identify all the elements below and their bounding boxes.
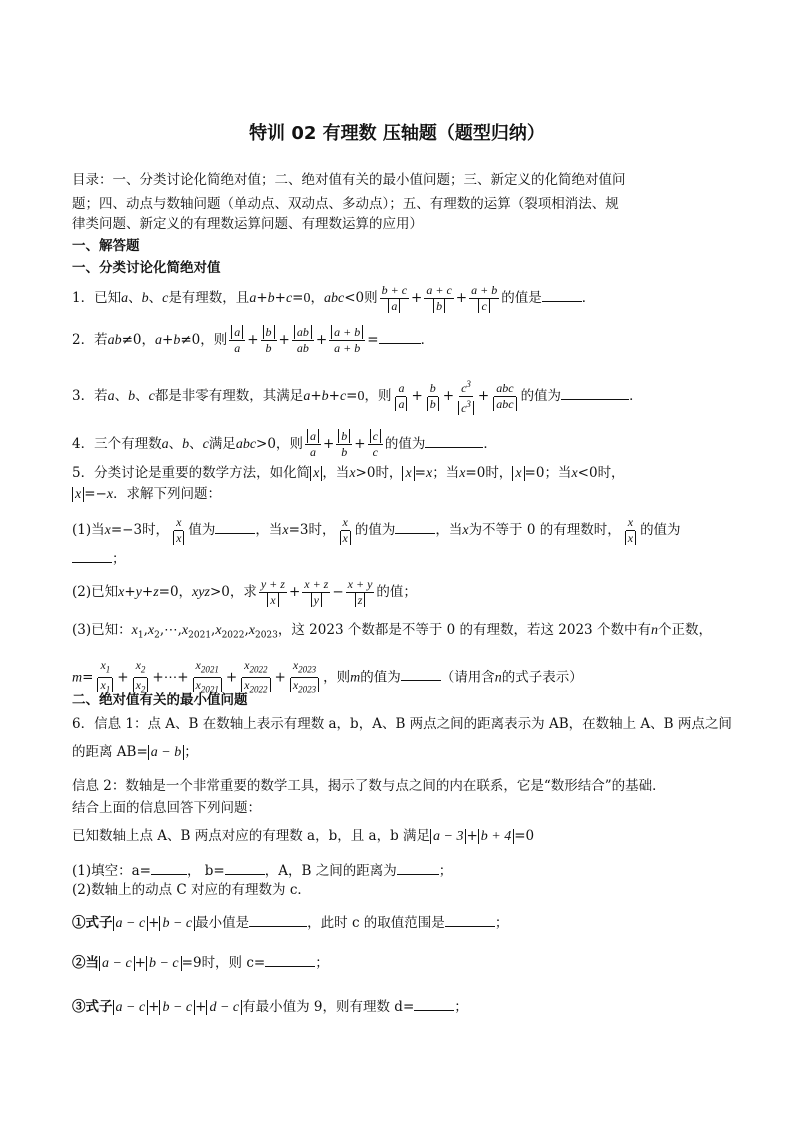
q5-p1-g: ，当	[435, 522, 463, 538]
q6-c2-a: ②当	[72, 955, 99, 971]
q5-p3-a: (3)已知：	[72, 622, 132, 638]
toc-line-2: 题；四、动点与数轴问题（单动点、双动点、多动点）；五、有理数的运算（裂项相消法、规	[72, 196, 619, 212]
q5-p3-d: ，则	[323, 669, 351, 686]
q5-p2-b: ，求	[229, 584, 257, 600]
q1-prefix: 1．已知	[72, 290, 122, 306]
question-1: 1．已知a、b、c是有理数，且a+b+c=0，abc<0则 $\frac{b + c}{a}$ + $\frac{a + c}{b}$ + $\frac{a + b}{c}$ 的值是 ．	[72, 283, 596, 313]
q6-c1-b: 最小值是	[195, 915, 250, 931]
question-5-part-1: (1)当x=−3时， $\frac{x}{x}$ 值为 ，当x=3时， $\frac{x}{x}$ 的值为 ，当x为不等于 0 的有理数时， $\frac{x}{x}$ 的值为	[72, 515, 681, 545]
q5-intro-7: 时，	[597, 465, 625, 481]
question-5-part-2: (2)已知x+y+z=0，xyz>0，求 $\frac{y + z}{x}$ + $\frac{x + z}{y}$ − $\frac{x + y}{z}$ 的值；	[72, 577, 417, 607]
question-6-info-1: 6．信息 1：点 A、B 在数轴上表示有理数 a，b，A、B 两点之间的距离表示为 AB，在数轴上 A、B 两点之间	[72, 716, 732, 732]
q5-intro-1: 5．分类讨论是重要的数学方法，如化简	[72, 465, 311, 481]
question-5-part-3-formula: m= $\frac{x_1}{x_1}$ + $\frac{x_2}{x_2}$ +⋯+ $\frac{x_{2021}}{x_{2021}}$ + $\frac{x_{2022}}{x_{2022}}$ + $\frac{x_{2023}}{x_{2023}}$ ，则m的值为 （请用含n的式子表示）	[72, 658, 583, 695]
q6-c1-a: ①式子	[72, 915, 113, 931]
q2-prefix: 2．若	[72, 332, 108, 348]
q5-p1-c: 值为	[188, 522, 216, 538]
q5-p1-e: 时，	[308, 522, 336, 538]
question-6-info-2: 信息 2：数轴是一个非常重要的数学工具，揭示了数与点之间的内在联系，它是“数形结合”的基础．	[72, 778, 666, 794]
q5-intro-5: 时，	[485, 465, 513, 481]
q3-text-2: 则	[377, 388, 392, 404]
q5-intro-6: ；当	[544, 465, 572, 481]
section-heading-1: 一、分类讨论化简绝对值	[72, 260, 221, 276]
q5-p3-g: 的式子表示）	[501, 669, 583, 686]
q2-text-1: 则	[213, 332, 228, 348]
q6-c1-c: ，此时 c 的取值范围是	[307, 915, 445, 931]
q5-p3-b: ，这 2023 个数都是不等于 0 的有理数，若这 2023 个数中有	[277, 622, 651, 638]
question-2: 2．若ab≠0，a+b≠0，则 $\frac{a}{a}$ + $\frac{b}{b}$ + $\frac{ab}{ab}$ + $\frac{a + b}{a + b}$ = ．	[72, 325, 435, 355]
toc-line-1: 目录：一、分类讨论化简绝对值；二、绝对值有关的最小值问题；三、新定义的化简绝对值问	[72, 172, 626, 188]
question-6-known: 已知数轴上点 A、B 两点对应的有理数 a，b，且 a，b 满足 a − 3 + b + 4 =0	[72, 828, 535, 844]
q6-known-text: 已知数轴上点 A、B 两点对应的有理数 a，b，且 a，b 满足	[72, 828, 431, 844]
q5-p1-f: 的值为	[354, 522, 396, 538]
question-5-intro: 5．分类讨论是重要的数学方法，如化简 x ，当x>0时， x =x；当x=0时， x =0；当x<0时，	[72, 465, 625, 481]
q1-text-1: 是有理数，且	[168, 290, 250, 306]
q6-p1-a: (1)填空：a=	[72, 863, 151, 879]
question-5-intro-2: x =−x．求解下列问题：	[72, 484, 221, 505]
question-6-combine: 结合上面的信息回答下列问题：	[72, 800, 261, 816]
q5-intro-3: 时，	[375, 465, 403, 481]
page-title: 特训 02 有理数 压轴题（题型归纳）	[249, 123, 545, 144]
q4-text-1: 满足	[208, 436, 236, 452]
q6-c3-a: ③式子	[72, 999, 113, 1015]
q5-p3-c: 个正数，	[657, 622, 712, 638]
section-heading-2: 二、绝对值有关的最小值问题	[72, 692, 248, 708]
q5-p1-i: 的值为	[640, 522, 681, 538]
q5-p3-e: 的值为	[360, 669, 401, 686]
q3-text-3: 的值为	[520, 388, 562, 404]
section-heading-main: 一、解答题	[72, 238, 140, 254]
question-6-part-1: (1)填空：a= ， b= ，A，B 之间的距离为 ；	[72, 860, 452, 881]
q1-text-2: 则	[364, 290, 378, 306]
q5-p1-d: ，当	[255, 522, 283, 538]
q6-c2-b: 时，则 c=	[201, 955, 266, 971]
q6-p1-c: ，A，B 之间的距离为	[264, 863, 397, 879]
q5-p1-h: 为不等于 0 的有理数时，	[468, 522, 621, 538]
q5-intro-end: ．求解下列问题：	[113, 486, 222, 502]
q1-text-3: 的值是	[501, 290, 542, 306]
question-6-case-1: ①式子 a − c + b − c 最小值是 ，此时 c 的取值范围是 ；	[72, 912, 508, 934]
question-6-case-2: ②当 a − c + b − c =9时，则 c= ；	[72, 952, 329, 974]
q4-prefix: 4．三个有理数	[72, 436, 162, 452]
question-6-part-2: (2)数轴上的动点 C 对应的有理数为 c．	[72, 882, 311, 898]
q3-text-1: 都是非零有理数，其满足	[154, 388, 304, 404]
q5-p1-a: (1)当	[72, 522, 105, 538]
question-6-case-3: ③式子 a − c + b − c + d − c 有最小值为 9，则有理数 d= ；	[72, 996, 468, 1018]
question-5-part-3: (3)已知：$x_1,x_2,\cdots,x_{2021},x_{2022},x_{2023}$，这 2023 个数都是不等于 0 的有理数，若这 2023 个数中有n个正数，	[72, 622, 712, 641]
q4-text-3: 的值为	[384, 436, 426, 452]
q6-p1-b: ， b=	[186, 863, 225, 879]
q5-p2-c: 的值；	[376, 584, 417, 600]
q5-intro-2: ，当	[322, 465, 350, 481]
q5-p3-f: （请用含	[440, 669, 495, 686]
question-5-part-1-blank: ；	[72, 548, 126, 569]
question-6-info-1b: 的距离 AB= a − b ；	[72, 744, 198, 760]
toc-line-3: 律类问题、新定义的有理数运算问题、有理数运算的应用）	[72, 216, 423, 232]
question-3: 3．若a、b、c都是非零有理数，其满足a+b+c=0，则 $\frac{a}{a}$ + $\frac{b}{b}$ + $\frac{c^3}{c^3}$ + abc abc 的值为 ．	[72, 379, 643, 415]
q5-intro-4: ；当	[432, 465, 460, 481]
q5-p2-a: (2)已知	[72, 584, 119, 600]
q5-p1-b: 时，	[142, 522, 170, 538]
q3-prefix: 3．若	[72, 388, 108, 404]
q6-c3-b: 有最小值为 9，则有理数 d=	[242, 999, 415, 1015]
question-4: 4．三个有理数a、b、c满足abc>0，则 $\frac{a}{a}$ + $\frac{b}{b}$ + $\frac{c}{c}$ 的值为 ．	[72, 429, 497, 459]
q4-text-2: 则	[289, 436, 303, 452]
q6-info1-b: 的距离 AB=	[72, 744, 148, 760]
